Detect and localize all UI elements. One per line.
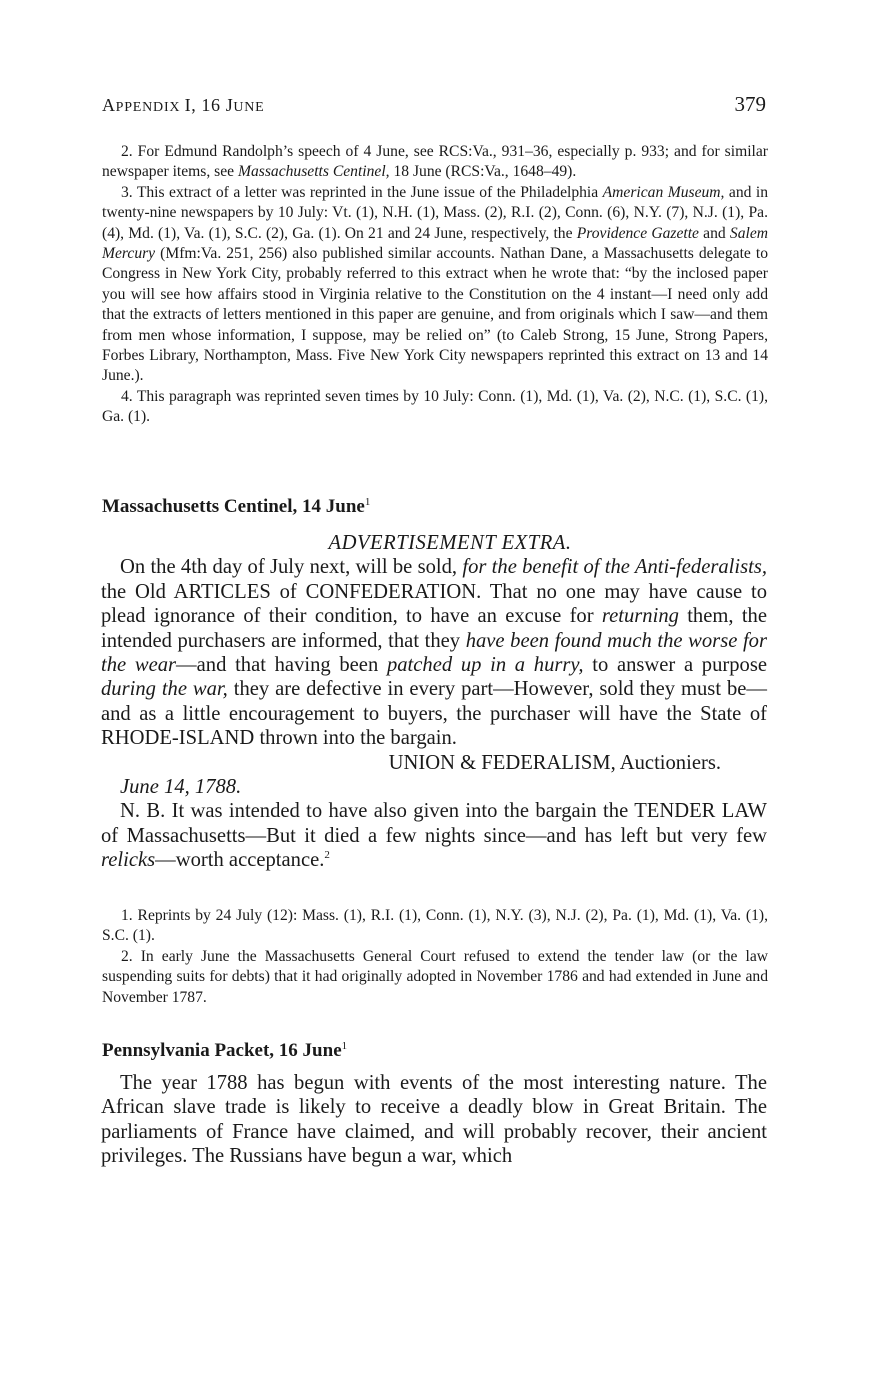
footnotes-previous-section bbox=[102, 142, 768, 428]
heading-text: Pennsylvania Packet, 16 June bbox=[102, 1040, 342, 1061]
italic-run: patched up in a hurry, bbox=[386, 654, 584, 677]
signature-line: UNION & FEDERALISM, Auctioniers. bbox=[388, 751, 721, 774]
italic-run: returning bbox=[601, 605, 679, 628]
text-run: 1. Reprints by 24 July (12): Mass. (1), R.I. (1), Conn. (1), N.Y. (3), N.J. (2), Pa. (1), Md. (1), Va. (1), S.C. (1). bbox=[102, 907, 768, 945]
text-run: and bbox=[698, 224, 730, 242]
rh-smallcaps-1: PPENDIX bbox=[115, 100, 185, 115]
italic-run: have been found much the worse for the wear bbox=[101, 629, 767, 677]
text-run: N. B. It was intended to have also given into the bargain the TENDER LAW of Massachusetts—But it died a few nights since—and has left but very few bbox=[101, 800, 767, 847]
footnote bbox=[102, 183, 768, 387]
rh-smallcaps-2: UNE bbox=[233, 100, 265, 115]
text-run: 4. This paragraph was reprinted seven times by 10 July: Conn. (1), Md. (1), Va. (2), N.C. (1), S.C. (1), Ga. (1). bbox=[102, 387, 768, 426]
text-run: —and that having been bbox=[176, 654, 387, 677]
italic-run: American Museum, bbox=[602, 183, 725, 201]
footnote bbox=[102, 947, 768, 1008]
nb-paragraph bbox=[101, 799, 767, 872]
note-marker: 1 bbox=[364, 496, 371, 508]
advertisement-block bbox=[101, 531, 767, 873]
italic-run: Salem Mercury bbox=[102, 224, 769, 263]
text-run: 2. For Edmund Randolph’s speech of 4 June, see RCS:Va., 931–36, especially p. 933; and for similar newspaper items, see bbox=[102, 143, 768, 181]
section-heading-packet bbox=[102, 1040, 347, 1062]
italic-run: for the benefit of the Anti-federalists, bbox=[462, 556, 767, 579]
text-run: and in twenty-nine newspapers by 10 July: Vt. (1), N.H. (1), Mass. (2), R.I. (2), Conn. (6), N.Y. (7), N.J. (1), Pa. (4), Md. (1), Va. (1), S.C. (2), Ga. (1). On 21 and 24 June, respectively, the bbox=[102, 183, 768, 242]
text-run: (Mfm:Va. 251, 256) also published similar accounts. Nathan Dane, a Massachusetts delegate to Congress in New York City, probably referred to this extract when he wrote that: “by the inclosed paper you will see how affairs stood in Virginia relative to the Constitution on the 4 instant—I need only add that the extracts of letters mentioned in this paper are genuine, and from originals which I saw—and them from men whose information, I suppose, may be relied on” (to Caleb Strong, 15 June, Strong Papers, Forbes Library, Northampton, Mass. Five New York City newspapers reprinted this extract on 13 and 14 June.). bbox=[102, 245, 768, 385]
footnotes-centinel bbox=[102, 906, 768, 1008]
italic-run: Providence Gazette bbox=[576, 224, 699, 242]
rh-cap-a: A bbox=[102, 95, 116, 115]
footnote bbox=[102, 387, 768, 428]
section-heading-centinel bbox=[102, 496, 370, 518]
heading-text: Massachusetts Centinel, 14 June bbox=[102, 496, 365, 517]
italic-run: Massachusetts Centinel, bbox=[237, 163, 390, 181]
text-run: 3. This extract of a letter was reprinted in the June issue of the Philadelphia bbox=[121, 183, 603, 201]
page-number: 379 bbox=[734, 92, 766, 116]
date-line: June 14, 1788. bbox=[120, 776, 242, 799]
note-marker: 1 bbox=[341, 1040, 348, 1052]
text-run: they are defective in every part—However, sold they must be—and as a little encouragement to buyers, the purchaser will have the State of RHODE-ISLAND thrown into the bargain. bbox=[101, 678, 767, 750]
running-head bbox=[102, 92, 766, 117]
footnote bbox=[102, 906, 768, 947]
footnote bbox=[102, 142, 768, 183]
running-head-title bbox=[102, 95, 265, 116]
note-marker: 2 bbox=[324, 849, 330, 862]
text-run: 2. In early June the Massachusetts General Court refused to extend the tender law (or the law suspending suits for debts) that it had originally adopted in November 1786 and had extended in June and November 1787. bbox=[102, 947, 768, 1006]
text-run: them, the intended purchasers are informed, that they bbox=[101, 605, 767, 652]
packet-paragraph: The year 1788 has begun with events of the most interesting nature. The African slave trade is likely to receive a deadly blow in Great Britain. The parliaments of France have claimed, and will probably recover, their ancient privileges. The Russians have begun a war, which bbox=[101, 1072, 767, 1168]
text-run: the Old ARTICLES of CONFEDERATION. That no one may have cause to plead ignorance of their condition, to have an excuse for bbox=[101, 580, 767, 628]
advertisement-paragraph bbox=[101, 555, 767, 750]
advertisement-title: ADVERTISEMENT EXTRA. bbox=[328, 532, 572, 554]
rh-text: I, 16 J bbox=[184, 95, 234, 115]
text-run: 18 June (RCS:Va., 1648–49). bbox=[389, 163, 577, 181]
nb-text bbox=[101, 800, 767, 871]
italic-run: relicks bbox=[101, 849, 156, 872]
text-run: to answer a purpose bbox=[583, 654, 768, 677]
italic-run: during the war, bbox=[101, 678, 228, 701]
packet-body bbox=[101, 1071, 767, 1169]
text-run: —worth acceptance. bbox=[155, 849, 325, 872]
text-run: On the 4th day of July next, will be sold, bbox=[120, 556, 463, 579]
